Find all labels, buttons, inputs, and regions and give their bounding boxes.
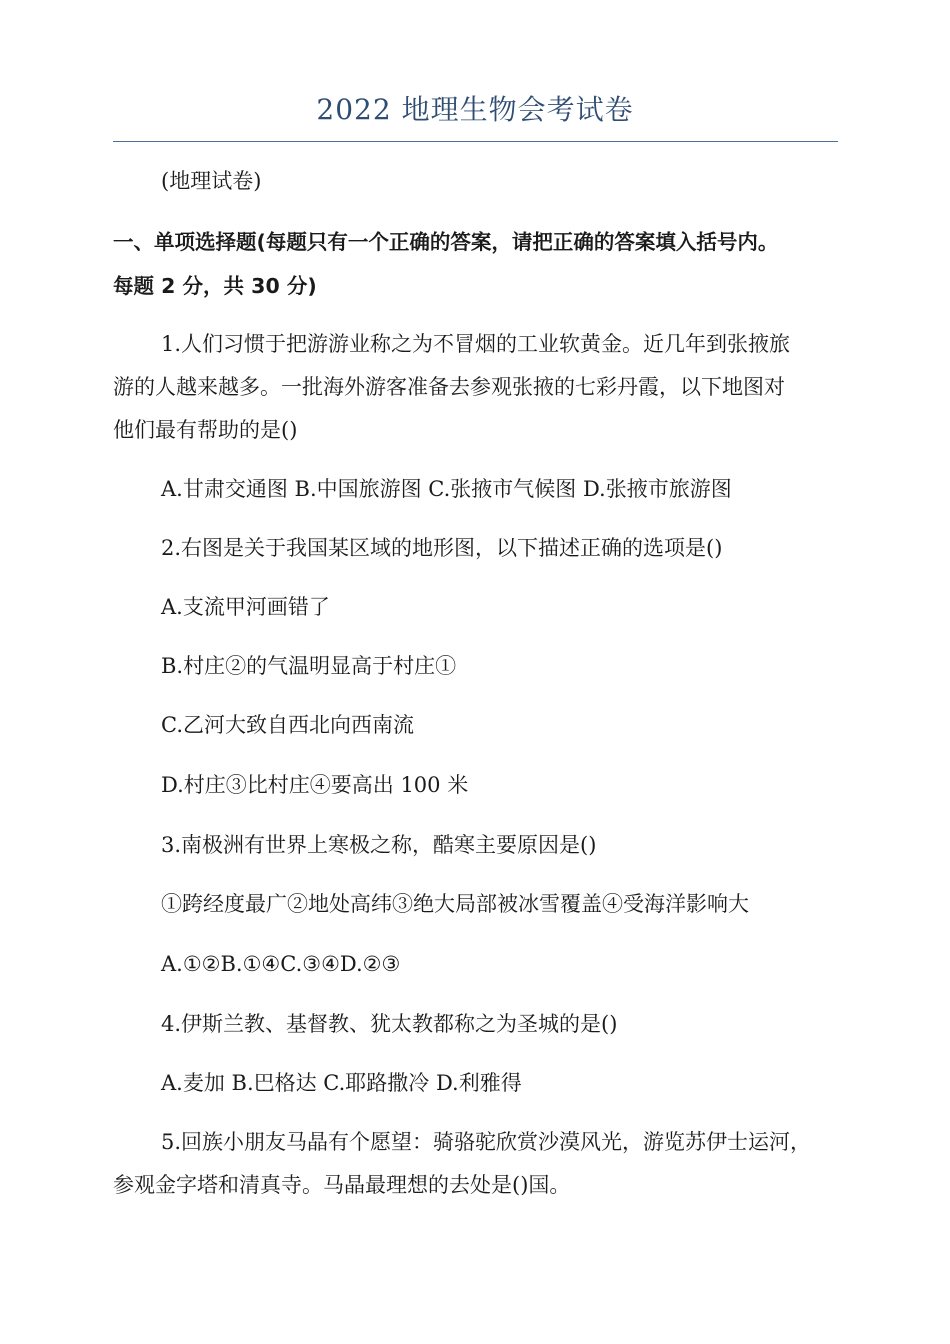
question-1-line-2: 游的人越来越多。一批海外游客准备去参观张掖的七彩丹霞，以下地图对 <box>113 375 785 399</box>
question-2: 2.右图是关于我国某区域的地形图，以下描述正确的选项是() <box>161 536 723 560</box>
question-2-option-c: C.乙河大致自西北向西南流 <box>161 713 414 737</box>
question-4-options: A.麦加 B.巴格达 C.耶路撒冷 D.利雅得 <box>161 1071 522 1095</box>
title-divider <box>113 141 838 142</box>
question-1-line-1: 1.人们习惯于把游游业称之为不冒烟的工业软黄金。近几年到张掖旅 <box>161 332 791 356</box>
question-2-option-a: A.支流甲河画错了 <box>161 595 330 619</box>
question-3-options: A.①②B.①④C.③④D.②③ <box>161 952 401 976</box>
question-5-line-2: 参观金字塔和清真寺。马晶最理想的去处是()国。 <box>113 1173 571 1197</box>
question-1-options: A.甘肃交通图 B.中国旅游图 C.张掖市气候图 D.张掖市旅游图 <box>161 477 732 501</box>
section-heading-line-1: 一、单项选择题(每题只有一个正确的答案，请把正确的答案填入括号内。 <box>113 230 779 254</box>
subtitle: (地理试卷) <box>161 169 262 193</box>
question-1-line-3: 他们最有帮助的是() <box>113 418 298 442</box>
question-2-option-b: B.村庄②的气温明显高于村庄① <box>161 654 457 678</box>
question-5-line-1: 5.回族小朋友马晶有个愿望：骑骆驼欣赏沙漠风光，游览苏伊士运河， <box>161 1130 812 1154</box>
question-3-statements: ①跨经度最广②地处高纬③绝大局部被冰雪覆盖④受海洋影响大 <box>161 892 749 916</box>
page-title: 2022 地理生物会考试卷 <box>316 93 634 126</box>
section-heading-line-2: 每题 2 分，共 30 分) <box>113 274 317 298</box>
question-3: 3.南极洲有世界上寒极之称，酷寒主要原因是() <box>161 833 597 857</box>
question-4: 4.伊斯兰教、基督教、犹太教都称之为圣城的是() <box>161 1012 618 1036</box>
question-2-option-d: D.村庄③比村庄④要高出 100 米 <box>161 773 469 797</box>
